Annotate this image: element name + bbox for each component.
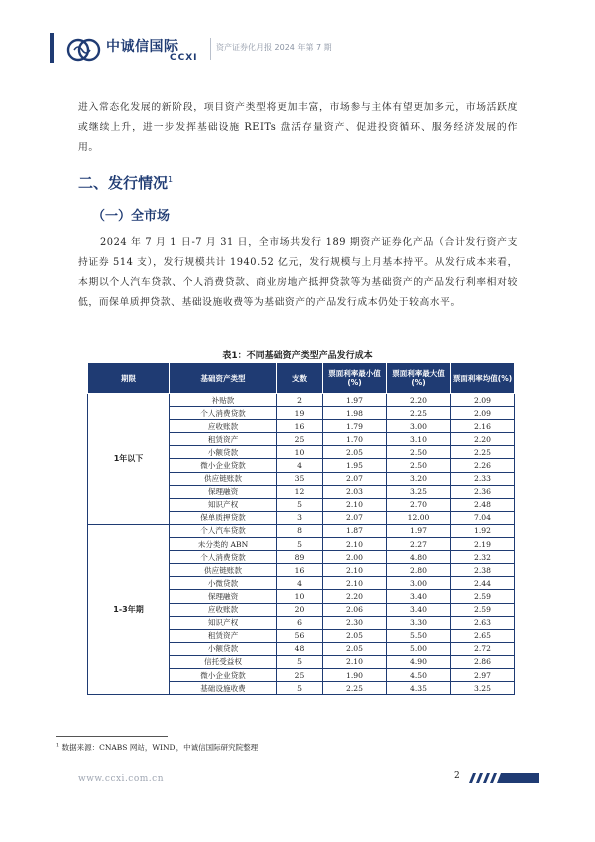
asset-type-cell: 个人汽车贷款 bbox=[170, 524, 277, 537]
asset-type-cell: 供应链账款 bbox=[170, 472, 277, 485]
header-asset-type: 基础资产类型 bbox=[170, 363, 277, 394]
rate-avg-cell: 2.09 bbox=[451, 407, 515, 420]
count-cell: 6 bbox=[277, 616, 323, 629]
header-count: 支数 bbox=[277, 363, 323, 394]
rate-max-cell: 3.30 bbox=[387, 616, 451, 629]
asset-type-cell: 个人消费贷款 bbox=[170, 407, 277, 420]
count-cell: 10 bbox=[277, 446, 323, 459]
rate-avg-cell: 2.33 bbox=[451, 472, 515, 485]
rate-avg-cell: 3.25 bbox=[451, 682, 515, 695]
rate-avg-cell: 1.92 bbox=[451, 524, 515, 537]
intro-paragraph: 进入常态化发展的新阶段，项目资产类型将更加丰富，市场参与主体有望更加多元，市场活跃度或继续上升，进一步发挥基础设施 REITs 盘活存量资产、促进投资循环、服务经济发展的作用。 bbox=[78, 102, 518, 153]
asset-type-cell: 供应链账款 bbox=[170, 564, 277, 577]
asset-type-cell: 保单质押贷款 bbox=[170, 511, 277, 524]
footnote-mark: 1 bbox=[168, 175, 174, 184]
count-cell: 16 bbox=[277, 420, 323, 433]
count-cell: 35 bbox=[277, 472, 323, 485]
asset-type-cell: 租赁资产 bbox=[170, 433, 277, 446]
rate-avg-cell: 2.20 bbox=[451, 433, 515, 446]
period-cell: 1-3年期 bbox=[88, 524, 170, 694]
footnote bbox=[56, 742, 258, 753]
asset-type-cell: 知识产权 bbox=[170, 498, 277, 511]
count-cell: 12 bbox=[277, 485, 323, 498]
rate-avg-cell: 2.09 bbox=[451, 394, 515, 407]
footer-url: www.ccxi.com.cn bbox=[78, 774, 164, 784]
rate-avg-cell: 2.59 bbox=[451, 590, 515, 603]
rate-max-cell: 4.90 bbox=[387, 655, 451, 668]
count-cell: 4 bbox=[277, 577, 323, 590]
rate-max-cell: 4.80 bbox=[387, 551, 451, 564]
asset-type-cell: 小额贷款 bbox=[170, 642, 277, 655]
count-cell: 5 bbox=[277, 538, 323, 551]
rate-max-cell: 3.00 bbox=[387, 420, 451, 433]
ccxi-logo-icon bbox=[66, 36, 102, 64]
rate-min-cell: 2.05 bbox=[323, 629, 387, 642]
rate-min-cell: 2.25 bbox=[323, 682, 387, 695]
rate-min-cell: 1.95 bbox=[323, 459, 387, 472]
asset-type-cell: 个人消费贷款 bbox=[170, 551, 277, 564]
rate-min-cell: 1.90 bbox=[323, 668, 387, 681]
header-rate-avg: 票面利率均值(%) bbox=[451, 363, 515, 394]
rate-avg-cell: 2.32 bbox=[451, 551, 515, 564]
rate-max-cell: 5.00 bbox=[387, 642, 451, 655]
asset-type-cell: 应收账款 bbox=[170, 603, 277, 616]
rate-avg-cell: 2.59 bbox=[451, 603, 515, 616]
rate-min-cell: 2.05 bbox=[323, 446, 387, 459]
asset-type-cell: 小微贷款 bbox=[170, 577, 277, 590]
logo-english-name: CCXI bbox=[170, 53, 198, 63]
rate-avg-cell: 2.86 bbox=[451, 655, 515, 668]
rate-min-cell: 2.03 bbox=[323, 485, 387, 498]
rate-avg-cell: 2.36 bbox=[451, 485, 515, 498]
rate-min-cell: 1.98 bbox=[323, 407, 387, 420]
report-title: 资产证券化月报 2024 年第 7 期 bbox=[216, 43, 332, 52]
asset-type-cell: 应收账款 bbox=[170, 420, 277, 433]
rate-avg-cell: 2.26 bbox=[451, 459, 515, 472]
rate-avg-cell: 2.44 bbox=[451, 577, 515, 590]
table-header-row bbox=[88, 363, 515, 394]
rate-avg-cell: 2.16 bbox=[451, 420, 515, 433]
rate-avg-cell: 2.97 bbox=[451, 668, 515, 681]
table-row bbox=[88, 524, 515, 537]
rate-max-cell: 12.00 bbox=[387, 511, 451, 524]
asset-type-cell: 未分类的 ABN bbox=[170, 538, 277, 551]
rate-max-cell: 3.40 bbox=[387, 603, 451, 616]
rate-max-cell: 2.80 bbox=[387, 564, 451, 577]
table-title: 表1：不同基础资产类型产品发行成本 bbox=[222, 351, 373, 361]
count-cell: 3 bbox=[277, 511, 323, 524]
footer-stripes-icon bbox=[467, 772, 539, 784]
rate-max-cell: 3.20 bbox=[387, 472, 451, 485]
count-cell: 25 bbox=[277, 668, 323, 681]
asset-type-cell: 小额贷款 bbox=[170, 446, 277, 459]
count-cell: 19 bbox=[277, 407, 323, 420]
count-cell: 56 bbox=[277, 629, 323, 642]
rate-min-cell: 1.97 bbox=[323, 394, 387, 407]
rate-min-cell: 2.30 bbox=[323, 616, 387, 629]
count-cell: 16 bbox=[277, 564, 323, 577]
rate-min-cell: 2.10 bbox=[323, 577, 387, 590]
section-heading bbox=[78, 172, 173, 193]
rate-min-cell: 2.00 bbox=[323, 551, 387, 564]
asset-type-cell: 微小企业贷款 bbox=[170, 459, 277, 472]
asset-type-cell: 保理融资 bbox=[170, 590, 277, 603]
header-accent-bar bbox=[50, 33, 54, 63]
rate-min-cell: 2.20 bbox=[323, 590, 387, 603]
header-period: 期限 bbox=[88, 363, 170, 394]
period-cell: 1年以下 bbox=[88, 394, 170, 525]
count-cell: 25 bbox=[277, 433, 323, 446]
count-cell: 4 bbox=[277, 459, 323, 472]
asset-type-cell: 保理融资 bbox=[170, 485, 277, 498]
rate-min-cell: 1.87 bbox=[323, 524, 387, 537]
issuance-paragraph: 2024 年 7 月 1 日-7 月 31 日，全市场共发行 189 期资产证券化产品（合计发行资产支持证券 514 支），发行规模共计 1940.52 亿元，发行规模与上月基本持平。从发行成本来看，本期以个人汽车贷款、个人消费贷款、商业房地产抵押贷款等为基础资产的产品发行利率相对较低，而保单质押贷款、基础设施收费等为基础资产的产品发行成本仍处于较高水平。 bbox=[78, 237, 518, 308]
subsection-heading: （一）全市场 bbox=[92, 209, 171, 224]
rate-max-cell: 3.10 bbox=[387, 433, 451, 446]
rate-avg-cell: 2.65 bbox=[451, 629, 515, 642]
table-body bbox=[88, 394, 515, 695]
asset-type-cell: 微小企业贷款 bbox=[170, 668, 277, 681]
asset-type-cell: 基础设施收费 bbox=[170, 682, 277, 695]
company-logo bbox=[66, 34, 206, 66]
count-cell: 48 bbox=[277, 642, 323, 655]
count-cell: 5 bbox=[277, 655, 323, 668]
footnote-divider bbox=[56, 736, 168, 737]
rate-avg-cell: 7.04 bbox=[451, 511, 515, 524]
rate-max-cell: 2.20 bbox=[387, 394, 451, 407]
rate-avg-cell: 2.19 bbox=[451, 538, 515, 551]
asset-type-cell: 信托受益权 bbox=[170, 655, 277, 668]
rate-min-cell: 1.70 bbox=[323, 433, 387, 446]
asset-type-cell: 知识产权 bbox=[170, 616, 277, 629]
rate-max-cell: 4.35 bbox=[387, 682, 451, 695]
header-rate-max: 票面利率最大值(%) bbox=[387, 363, 451, 394]
rate-avg-cell: 2.38 bbox=[451, 564, 515, 577]
rate-avg-cell: 2.25 bbox=[451, 446, 515, 459]
rate-min-cell: 1.79 bbox=[323, 420, 387, 433]
footnote-number: 1 bbox=[56, 742, 60, 749]
rate-max-cell: 2.25 bbox=[387, 407, 451, 420]
count-cell: 89 bbox=[277, 551, 323, 564]
rate-min-cell: 2.10 bbox=[323, 498, 387, 511]
count-cell: 10 bbox=[277, 590, 323, 603]
rate-min-cell: 2.06 bbox=[323, 603, 387, 616]
logo-chinese-name: 中诚信国际 bbox=[106, 39, 179, 55]
issuance-cost-table bbox=[87, 362, 515, 695]
asset-type-cell: 租赁资产 bbox=[170, 629, 277, 642]
rate-min-cell: 2.10 bbox=[323, 655, 387, 668]
rate-min-cell: 2.05 bbox=[323, 642, 387, 655]
rate-min-cell: 2.10 bbox=[323, 538, 387, 551]
count-cell: 5 bbox=[277, 498, 323, 511]
rate-avg-cell: 2.72 bbox=[451, 642, 515, 655]
rate-min-cell: 2.07 bbox=[323, 511, 387, 524]
rate-max-cell: 2.70 bbox=[387, 498, 451, 511]
count-cell: 5 bbox=[277, 682, 323, 695]
rate-max-cell: 3.25 bbox=[387, 485, 451, 498]
table-row bbox=[88, 394, 515, 407]
section-heading-text: 二、发行情况 bbox=[78, 174, 169, 192]
rate-max-cell: 2.27 bbox=[387, 538, 451, 551]
rate-avg-cell: 2.48 bbox=[451, 498, 515, 511]
rate-max-cell: 5.50 bbox=[387, 629, 451, 642]
rate-max-cell: 3.00 bbox=[387, 577, 451, 590]
page-number: 2 bbox=[454, 771, 460, 781]
count-cell: 8 bbox=[277, 524, 323, 537]
asset-type-cell: 补贴款 bbox=[170, 394, 277, 407]
rate-max-cell: 1.97 bbox=[387, 524, 451, 537]
header-rate-min: 票面利率最小值(%) bbox=[323, 363, 387, 394]
rate-max-cell: 2.50 bbox=[387, 459, 451, 472]
rate-max-cell: 4.50 bbox=[387, 668, 451, 681]
rate-avg-cell: 2.63 bbox=[451, 616, 515, 629]
rate-max-cell: 2.50 bbox=[387, 446, 451, 459]
rate-max-cell: 3.40 bbox=[387, 590, 451, 603]
header-separator bbox=[210, 38, 211, 60]
footnote-text: 数据来源：CNABS 网站，WIND，中诚信国际研究院整理 bbox=[61, 743, 259, 752]
rate-min-cell: 2.07 bbox=[323, 472, 387, 485]
count-cell: 2 bbox=[277, 394, 323, 407]
count-cell: 20 bbox=[277, 603, 323, 616]
rate-min-cell: 2.10 bbox=[323, 564, 387, 577]
